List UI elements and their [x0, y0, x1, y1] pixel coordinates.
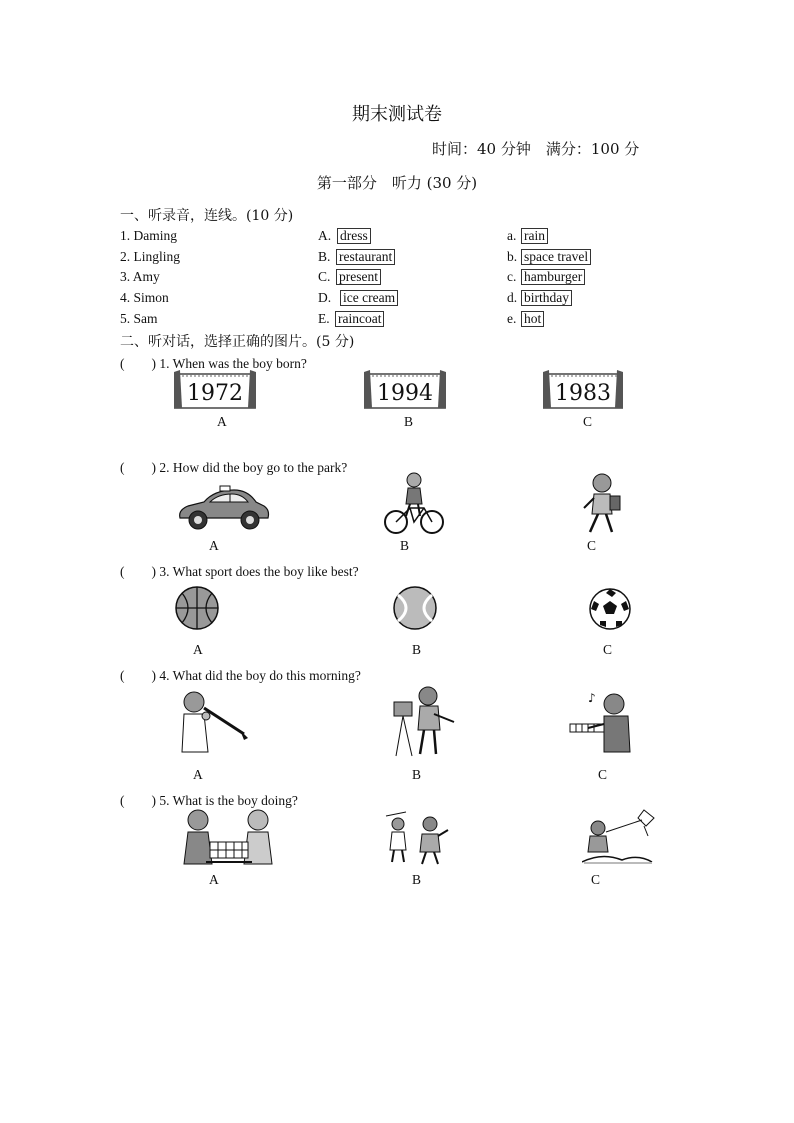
name-item: 2. Lingling — [120, 249, 180, 264]
question-2 — [120, 456, 347, 476]
year-1994-icon — [364, 370, 446, 410]
year-label: 1972 — [187, 381, 243, 406]
answer-paren[interactable]: ( ) — [120, 564, 156, 579]
name-item: 3. Amy — [120, 269, 160, 284]
question-text: 4. What did the boy do this morning? — [159, 668, 361, 683]
right-letter: e. — [507, 311, 517, 326]
right-letter: d. — [507, 290, 518, 305]
football-icon — [588, 587, 632, 631]
option-b-label: B — [404, 414, 414, 429]
question-text: 2. How did the boy go to the park? — [159, 460, 348, 475]
right-letter: b. — [507, 249, 518, 264]
name-item: 5. Sam — [120, 311, 158, 326]
part-heading: 第一部分 听力 (30 分) — [316, 174, 478, 192]
kite-flying-icon — [582, 806, 658, 866]
option-a-label: A — [193, 767, 203, 782]
question-1 — [120, 352, 307, 372]
tennis-ball-icon — [392, 585, 438, 631]
mid-word: restaurant — [336, 249, 395, 265]
mid-word: raincoat — [335, 311, 384, 327]
right-letter: a. — [507, 228, 517, 243]
page-title: 期末测试卷 — [352, 104, 442, 125]
option-b-label: B — [412, 642, 422, 657]
option-b-label: B — [412, 872, 422, 887]
mid-letter: C. — [318, 269, 331, 284]
svg-text:♪: ♪ — [588, 691, 596, 705]
right-word: space travel — [521, 249, 591, 265]
basketball-icon — [174, 585, 220, 631]
right-word: rain — [521, 228, 548, 244]
mid-letter: D. — [318, 290, 332, 305]
section1-heading: 一、听录音，连线。(10 分) — [120, 208, 294, 224]
option-c-label: C — [583, 414, 593, 429]
option-b-label: B — [400, 538, 410, 553]
right-word: birthday — [521, 290, 572, 306]
mid-letter: A. — [318, 228, 332, 243]
question-4 — [120, 664, 361, 684]
chess-players-icon — [182, 808, 274, 866]
option-c-label: C — [587, 538, 597, 553]
option-a-label: A — [217, 414, 227, 429]
car-icon — [174, 484, 272, 532]
year-label: 1983 — [555, 381, 611, 406]
section2-heading: 二、听对话，选择正确的图片。(5 分) — [120, 334, 355, 350]
name-item: 1. Daming — [120, 228, 177, 243]
question-5 — [120, 789, 298, 809]
answer-paren[interactable]: ( ) — [120, 356, 156, 371]
option-c-label: C — [591, 872, 601, 887]
playing-children-icon — [384, 810, 450, 866]
answer-paren[interactable]: ( ) — [120, 668, 156, 683]
bicycle-icon — [384, 472, 444, 536]
answer-paren[interactable]: ( ) — [120, 460, 156, 475]
option-a-label: A — [209, 872, 219, 887]
option-c-label: C — [598, 767, 608, 782]
option-c-label: C — [603, 642, 613, 657]
clarinet-player-icon — [178, 688, 250, 754]
name-item: 4. Simon — [120, 290, 169, 305]
mid-letter: B. — [318, 249, 331, 264]
walking-boy-icon — [580, 472, 628, 536]
mid-word: ice cream — [340, 290, 398, 306]
question-3 — [120, 560, 359, 580]
piano-player-icon — [568, 688, 634, 756]
question-text: 1. When was the boy born? — [159, 356, 307, 371]
question-text: 5. What is the boy doing? — [159, 793, 298, 808]
right-word: hot — [521, 311, 544, 327]
year-label: 1994 — [377, 381, 433, 406]
question-text: 3. What sport does the boy like best? — [159, 564, 359, 579]
right-word: hamburger — [521, 269, 585, 285]
option-b-label: B — [412, 767, 422, 782]
exam-meta: 时间：40 分钟 满分：100 分 — [432, 140, 640, 158]
option-a-label: A — [193, 642, 203, 657]
mid-word: dress — [337, 228, 371, 244]
year-1983-icon — [543, 370, 623, 410]
mid-word: present — [336, 269, 381, 285]
violin-player-icon — [384, 686, 460, 758]
year-1972-icon — [174, 370, 256, 410]
option-a-label: A — [209, 538, 219, 553]
mid-letter: E. — [318, 311, 330, 326]
answer-paren[interactable]: ( ) — [120, 793, 156, 808]
right-letter: c. — [507, 269, 517, 284]
